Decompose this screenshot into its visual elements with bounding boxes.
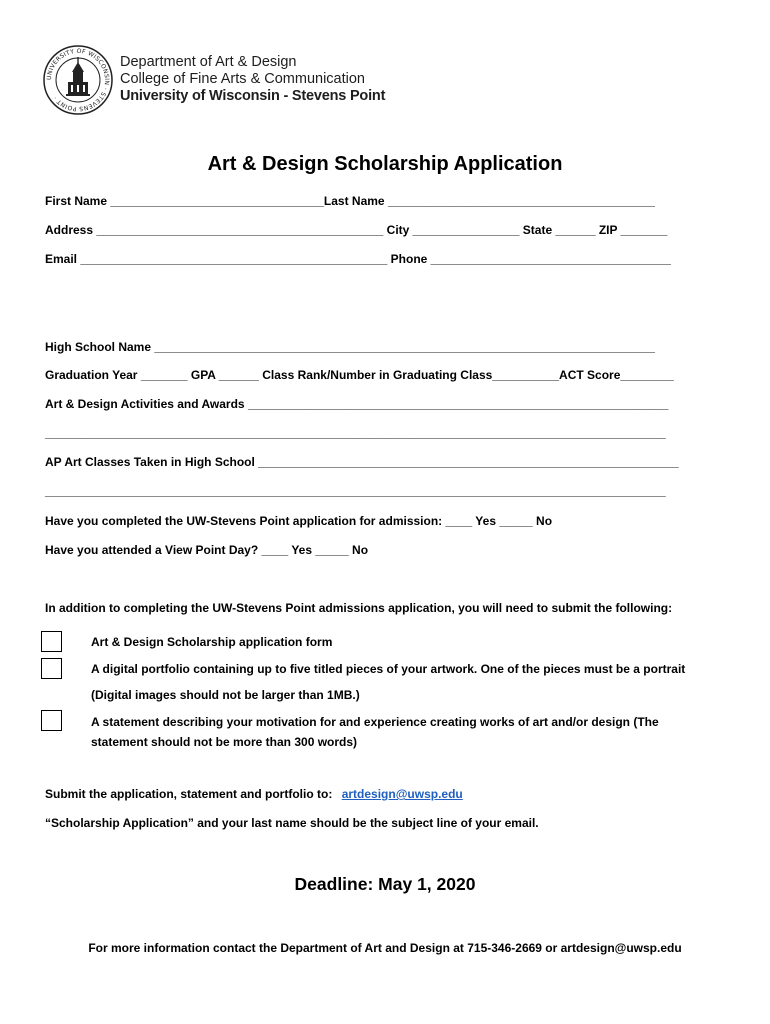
- deadline: Deadline: May 1, 2020: [294, 874, 476, 894]
- university-seal-logo: [42, 44, 114, 116]
- activities-field[interactable]: Art & Design Activities and Awards _______________________________________________________________: [45, 397, 669, 411]
- requirement-portfolio: A digital portfolio containing up to five titled pieces of your artwork. One of the pieces must be a portrait: [91, 662, 686, 676]
- organization-header: [120, 54, 385, 105]
- ap-classes-field[interactable]: AP Art Classes Taken in High School _______________________________________________________________: [45, 455, 679, 469]
- subject-line-instructions: “Scholarship Application” and your last name should be the subject line of your email.: [45, 816, 539, 830]
- requirement-statement-note: statement should not be more than 300 words): [91, 735, 358, 749]
- email-link[interactable]: artdesign@uwsp.edu: [341, 787, 463, 801]
- name-fields[interactable]: First Name ________________________________Last Name ________________________________________: [45, 194, 655, 208]
- requirement-statement: A statement describing your motivation for and experience creating works of art and/or design (The: [91, 715, 659, 729]
- college-name: College of Fine Arts & Communication: [120, 71, 365, 87]
- department-name: Department of Art & Design: [120, 54, 297, 70]
- ap-classes-field-line2[interactable]: _____________________________________________________________________________________________: [45, 484, 666, 498]
- requirements-intro: In addition to completing the UW-Stevens Point admissions application, you will need to submit the following:: [45, 601, 673, 615]
- checkbox-application-form[interactable]: [41, 631, 62, 652]
- checkbox-statement[interactable]: [41, 710, 62, 731]
- activities-field-line2[interactable]: _____________________________________________________________________________________________: [45, 426, 666, 440]
- submit-instructions: [45, 787, 463, 801]
- academic-fields[interactable]: Graduation Year _______ GPA ______ Class Rank/Number in Graduating Class__________ACT Score________: [45, 368, 674, 382]
- requirement-portfolio-note: (Digital images should not be larger than 1MB.): [91, 688, 360, 702]
- requirement-application-form: Art & Design Scholarship application form: [91, 635, 333, 649]
- university-name: University of Wisconsin - Stevens Point: [120, 88, 386, 104]
- submit-text: Submit the application, statement and portfolio to:: [45, 787, 333, 801]
- checkbox-portfolio[interactable]: [41, 658, 62, 679]
- high-school-field[interactable]: High School Name ___________________________________________________________________________: [45, 340, 655, 354]
- footer-contact: For more information contact the Department of Art and Design at 715-346-2669 or artdesign@uwsp.edu: [88, 941, 682, 955]
- contact-fields[interactable]: Email ______________________________________________ Phone ____________________________________: [45, 252, 671, 266]
- address-fields[interactable]: Address ___________________________________________ City ________________ State ______ ZIP _______: [45, 223, 668, 237]
- page-title: Art & Design Scholarship Application: [207, 153, 563, 175]
- svg-text:UNIVERSITY OF WISCONSIN · STEV: UNIVERSITY OF WISCONSIN · STEVENS POINT ·: [45, 47, 111, 113]
- view-point-day-question[interactable]: Have you attended a View Point Day? ____ Yes _____ No: [45, 543, 369, 557]
- admission-question[interactable]: Have you completed the UW-Stevens Point application for admission: ____ Yes _____ No: [45, 514, 553, 528]
